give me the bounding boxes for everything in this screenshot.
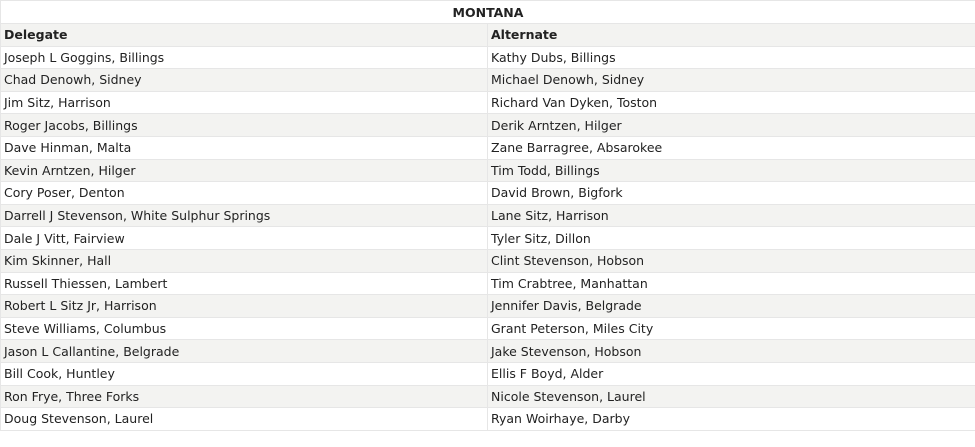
delegate-cell: Dave Hinman, Malta: [1, 136, 488, 159]
delegate-cell: Russell Thiessen, Lambert: [1, 272, 488, 295]
alternate-cell: Richard Van Dyken, Toston: [488, 91, 975, 114]
table-row: [1, 272, 975, 295]
alternate-cell: Derik Arntzen, Hilger: [488, 114, 975, 137]
table-row: [1, 340, 975, 363]
table-row: [1, 159, 975, 182]
alternate-cell: Nicole Stevenson, Laurel: [488, 385, 975, 408]
alternate-cell: Grant Peterson, Miles City: [488, 317, 975, 340]
delegate-cell: Chad Denowh, Sidney: [1, 69, 488, 92]
delegate-cell: Jim Sitz, Harrison: [1, 91, 488, 114]
table-row: [1, 317, 975, 340]
table-row: [1, 408, 975, 431]
delegate-cell: Bill Cook, Huntley: [1, 362, 488, 385]
table-header-row: [1, 24, 975, 47]
delegate-cell: Ron Frye, Three Forks: [1, 385, 488, 408]
alternate-cell: Zane Barragree, Absarokee: [488, 136, 975, 159]
table-row: [1, 69, 975, 92]
table-row: [1, 204, 975, 227]
delegate-cell: Steve Williams, Columbus: [1, 317, 488, 340]
delegate-cell: Kim Skinner, Hall: [1, 249, 488, 272]
table-row: [1, 91, 975, 114]
alternate-cell: Ryan Woirhaye, Darby: [488, 408, 975, 431]
delegate-cell: Joseph L Goggins, Billings: [1, 46, 488, 69]
table-row: [1, 385, 975, 408]
table-row: [1, 362, 975, 385]
table-row: [1, 182, 975, 205]
table-title: MONTANA: [1, 1, 975, 24]
alternate-cell: Michael Denowh, Sidney: [488, 69, 975, 92]
table-row: [1, 295, 975, 318]
delegate-cell: Cory Poser, Denton: [1, 182, 488, 205]
column-header-alternate: Alternate: [488, 24, 975, 47]
alternate-cell: Jake Stevenson, Hobson: [488, 340, 975, 363]
alternate-cell: Ellis F Boyd, Alder: [488, 362, 975, 385]
table-row: [1, 249, 975, 272]
alternate-cell: Tim Todd, Billings: [488, 159, 975, 182]
delegate-cell: Jason L Callantine, Belgrade: [1, 340, 488, 363]
column-header-delegate: Delegate: [1, 24, 488, 47]
alternate-cell: Kathy Dubs, Billings: [488, 46, 975, 69]
alternate-cell: Lane Sitz, Harrison: [488, 204, 975, 227]
alternate-cell: Tim Crabtree, Manhattan: [488, 272, 975, 295]
alternate-cell: Clint Stevenson, Hobson: [488, 249, 975, 272]
alternate-cell: Jennifer Davis, Belgrade: [488, 295, 975, 318]
table-row: [1, 136, 975, 159]
table-title-row: [1, 1, 975, 24]
delegate-cell: Doug Stevenson, Laurel: [1, 408, 488, 431]
alternate-cell: David Brown, Bigfork: [488, 182, 975, 205]
table-row: [1, 114, 975, 137]
delegate-cell: Darrell J Stevenson, White Sulphur Springs: [1, 204, 488, 227]
delegate-cell: Dale J Vitt, Fairview: [1, 227, 488, 250]
delegate-cell: Robert L Sitz Jr, Harrison: [1, 295, 488, 318]
delegate-cell: Kevin Arntzen, Hilger: [1, 159, 488, 182]
delegate-cell: Roger Jacobs, Billings: [1, 114, 488, 137]
table-row: [1, 46, 975, 69]
alternate-cell: Tyler Sitz, Dillon: [488, 227, 975, 250]
table-row: [1, 227, 975, 250]
